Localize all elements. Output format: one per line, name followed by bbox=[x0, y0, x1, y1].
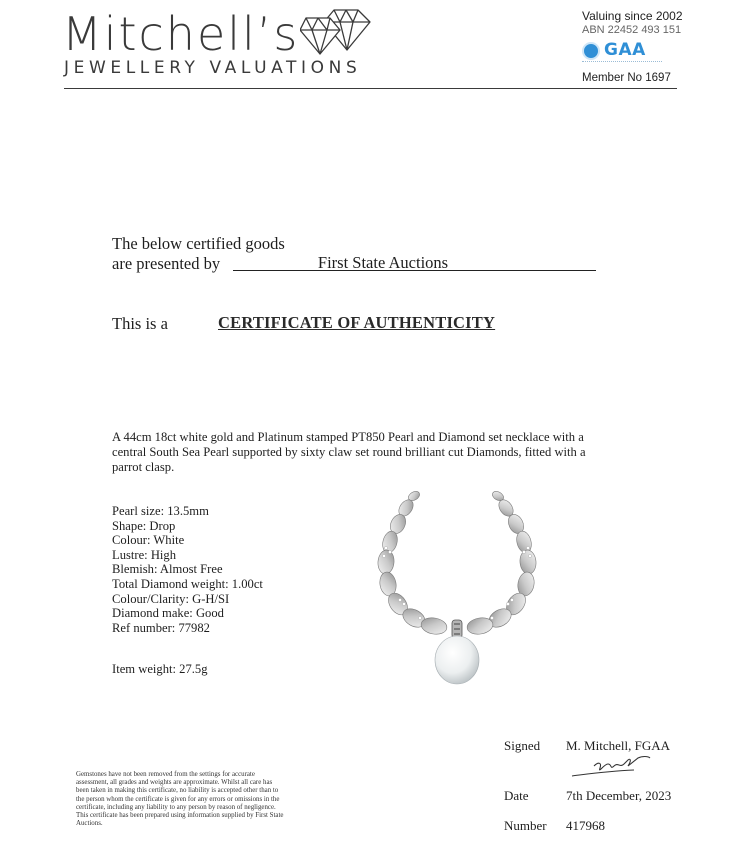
diamond-outline-icon bbox=[300, 4, 372, 56]
disclaimer-text: Gemstones have not been removed from the settings for accurate assessment, all grades and weights are approximate. Whilst all care has been taken in making this certificate, no liability is accepted other than to the person whom the certificate is given for any errors or omissions in the certificate, including any liability to any person by reason of negligence. This certificate has been prepared using information supplied by First State Auctions. bbox=[76, 771, 284, 828]
gaa-logo-text: GAA bbox=[604, 40, 646, 60]
date-label: Date bbox=[504, 788, 529, 803]
member-number: Member No 1697 bbox=[582, 72, 671, 84]
spec-ref-number: Ref number: 77982 bbox=[112, 620, 210, 635]
gaa-seal-icon bbox=[582, 42, 600, 60]
signed-name: M. Mitchell, FGAA bbox=[566, 738, 670, 753]
this-is-label: This is a bbox=[112, 314, 168, 333]
spec-blemish: Blemish: Almost Free bbox=[112, 562, 223, 577]
presented-line-1: The below certified goods bbox=[112, 234, 285, 253]
date-value: 7th December, 2023 bbox=[566, 788, 672, 803]
item-description: A 44cm 18ct white gold and Platinum stamped PT850 Pearl and Diamond set necklace with a central South Sea Pearl supported by sixty claw set round brilliant cut Diamonds, fitted with a parrot clasp. bbox=[112, 430, 586, 474]
spec-colour: Colour: White bbox=[112, 533, 185, 548]
abn-number: ABN 22452 493 151 bbox=[582, 24, 682, 36]
gaa-fineprint bbox=[582, 61, 662, 64]
spec-diamond-make: Diamond make: Good bbox=[112, 606, 224, 621]
gaa-logo bbox=[582, 40, 678, 64]
number-value: 417968 bbox=[566, 818, 605, 833]
presenter-name: First State Auctions bbox=[317, 253, 449, 272]
signature-image bbox=[568, 752, 658, 782]
certificate-title: CERTIFICATE OF AUTHENTICITY bbox=[218, 313, 496, 332]
spec-shape: Shape: Drop bbox=[112, 518, 176, 533]
necklace-photo bbox=[372, 488, 550, 688]
valuing-since: Valuing since 2002 bbox=[582, 9, 683, 23]
brand-tagline: JEWELLERY VALUATIONS bbox=[64, 58, 362, 78]
spec-lustre: Lustre: High bbox=[112, 547, 177, 562]
item-weight: Item weight: 27.5g bbox=[112, 662, 208, 676]
presented-line-2: are presented by bbox=[112, 254, 221, 273]
brand-name: Mitchell’s bbox=[62, 7, 300, 61]
spec-colour-clarity: Colour/Clarity: G-H/SI bbox=[112, 591, 230, 606]
spec-diamond-weight: Total Diamond weight: 1.00ct bbox=[112, 576, 263, 591]
signed-label: Signed bbox=[504, 738, 541, 753]
spec-pearl-size: Pearl size: 13.5mm bbox=[112, 504, 209, 518]
header-divider bbox=[64, 88, 677, 89]
specs-list bbox=[112, 504, 263, 635]
number-label: Number bbox=[504, 818, 547, 833]
